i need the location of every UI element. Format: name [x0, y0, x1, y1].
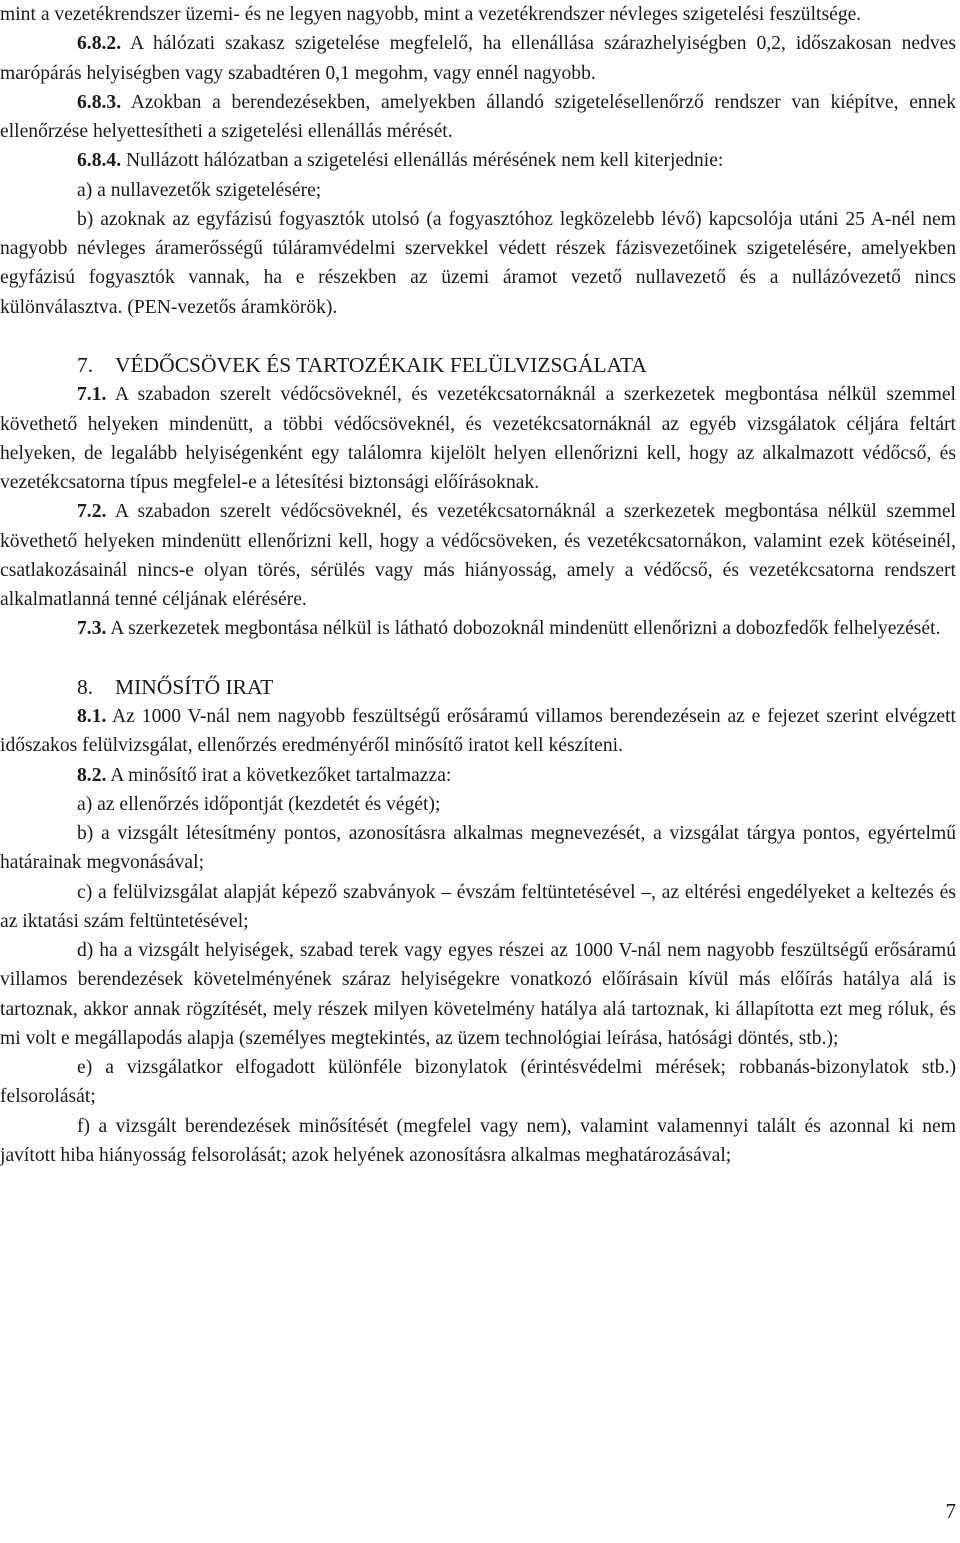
list-item-a: a) a nullavezetők szigetelésére; [77, 179, 322, 201]
paragraph-text: Az 1000 V-nál nem nagyobb feszültségű erősáramú villamos berendezésein az e fejezet szerint elvégzett időszakos felülvizsgálat, ellenőrzés eredményéről minősítő iratot kell készíteni. [0, 706, 956, 757]
section-number: 8.2. [77, 764, 107, 786]
list-item-b: b) a vizsgált létesítmény pontos, azonosításra alkalmas megnevezését, a vizsgálat tárgya pontos, egyértelmű határainak megvonásával; [0, 823, 956, 874]
paragraph-text: A minősítő irat a következőket tartalmazza: [106, 764, 452, 786]
page-number: 7 [945, 1499, 956, 1523]
paragraph-7-3 [0, 614, 956, 643]
paragraph-8-1 [0, 702, 956, 761]
section-number: 7.2. [77, 501, 107, 523]
section-number: 6.8.3. [77, 91, 122, 113]
section-heading-8 [0, 673, 956, 702]
paragraph-7-1 [0, 380, 956, 497]
paragraph-8-2 [0, 761, 956, 790]
paragraph-text: A szabadon szerelt védőcsöveknél, és vezetékcsatornáknál a szerkezetek megbontása nélkül szemmel követhető helyeken mindenütt ellenőrizni kell, hogy a védőcsöveken, és vezetékcsatornákon, valamint ezek kötéseinél, csatlakozásainál nincs-e olyan törés, sérülés vagy más hiányosság, amely a védőcső, és vezetékcsatorna rendszert alkalmatlanná tenné céljának elérésére. [0, 501, 956, 610]
spacer [0, 322, 956, 351]
section-number: 7.1. [77, 384, 107, 406]
section-number: 6.8.2. [77, 33, 122, 55]
paragraph-text: A hálózati szakasz szigetelése megfelelő, ha ellenállása szárazhelyiségben 0,2, időszakosan nedves marópárás helyiségben vagy szabadtéren 0,1 megohm, vagy ennél nagyobb. [0, 33, 956, 84]
paragraph-7-2 [0, 497, 956, 614]
paragraph-text: Azokban a berendezésekben, amelyekben állandó szigetelésellenőrző rendszer van kiépítve, ennek ellenőrzése helyettesítheti a szigetelési ellenállás mérését. [0, 91, 956, 142]
paragraph-continuation: mint a vezetékrendszer üzemi- és ne legyen nagyobb, mint a vezetékrendszer névleges szigetelési feszültsége. [0, 4, 862, 25]
heading-title: MINŐSÍTŐ IRAT [115, 674, 274, 699]
paragraph-text: A szerkezetek megbontása nélkül is látható dobozoknál mindenütt ellenőrizni a dobozfedők felhelyezését. [106, 618, 941, 640]
heading-title: VÉDŐCSÖVEK ÉS TARTOZÉKAIK FELÜLVIZSGÁLATA [115, 353, 647, 377]
paragraph-6-8-3 [0, 88, 956, 147]
list-item-b: b) azoknak az egyfázisú fogyasztók utolsó (a fogyasztóhoz legközelebb lévő) kapcsolója utáni 25 A-nél nem nagyobb névleges áramerősségű túláramvédelmi szervekkel védett részek fázisvezetőinek szigetelésére, amelyekben egyfázisú fogyasztók vannak, ha e részekben az üzemi áramot vezető nullavezető és a nullázóvezető nincs különválasztva. (PEN-vezetős áramkörök). [0, 208, 956, 318]
heading-number: 8. [77, 674, 94, 699]
section-heading-7 [0, 351, 956, 380]
heading-number: 7. [77, 353, 94, 377]
paragraph-6-8-4 [0, 146, 956, 175]
list-item-a: a) az ellenőrzés időpontját (kezdetét és végét); [77, 793, 441, 815]
list-item-d: d) ha a vizsgált helyiségek, szabad terek vagy egyes részei az 1000 V-nál nem nagyobb feszültségű erősáramú villamos berendezések követelményének száraz helyiségekre vonatkozó előírásain kívül más előírás hatálya alá is tartoznak, akkor annak rögzítését, mely részek milyen követelmény hatálya alá tartoznak, ki állapította ezt meg róluk, és mi volt e megállapodás alapja (személyes megtekintés, az üzem technológiai leírása, hatósági döntés, stb.); [0, 940, 956, 1049]
section-number: 7.3. [77, 618, 107, 640]
paragraph-text: A szabadon szerelt védőcsöveknél, és vezetékcsatornáknál a szerkezetek megbontása nélkül szemmel követhető helyeken mindenütt, a többi védőcsöveknél, és vezetékcsatornáknál az egyéb vizsgálatok céljára feltárt helyeken, de legalább helyiségenként egy találomra kijelölt helyen ellenőrizni kell, hogy az alkalmazott védőcső, és vezetékcsatorna típus megfelel-e a létesítési biztonsági előírásoknak. [0, 384, 956, 493]
spacer [0, 644, 956, 673]
section-number: 6.8.4. [77, 150, 122, 172]
section-number: 8.1. [77, 706, 107, 727]
paragraph-6-8-2 [0, 29, 956, 88]
list-item-c: c) a felülvizsgálat alapját képező szabványok – évszám feltüntetésével –, az eltérési engedélyeket a keltezés és az iktatási szám feltüntetésével; [0, 881, 956, 932]
list-item-e: e) a vizsgálatkor elfogadott különféle bizonylatok (érintésvédelmi mérések; robbanás-bizonylatok stb.) felsorolását; [0, 1057, 956, 1108]
list-item-f: f) a vizsgált berendezések minősítését (megfelel vagy nem), valamint valamennyi talált és azonnal ki nem javított hiba hiányosság felsorolását; azok helyének azonosításra alkalmas meghatározásával; [0, 1115, 956, 1166]
paragraph-text: Nullázott hálózatban a szigetelési ellenállás mérésének nem kell kiterjednie: [121, 150, 724, 172]
